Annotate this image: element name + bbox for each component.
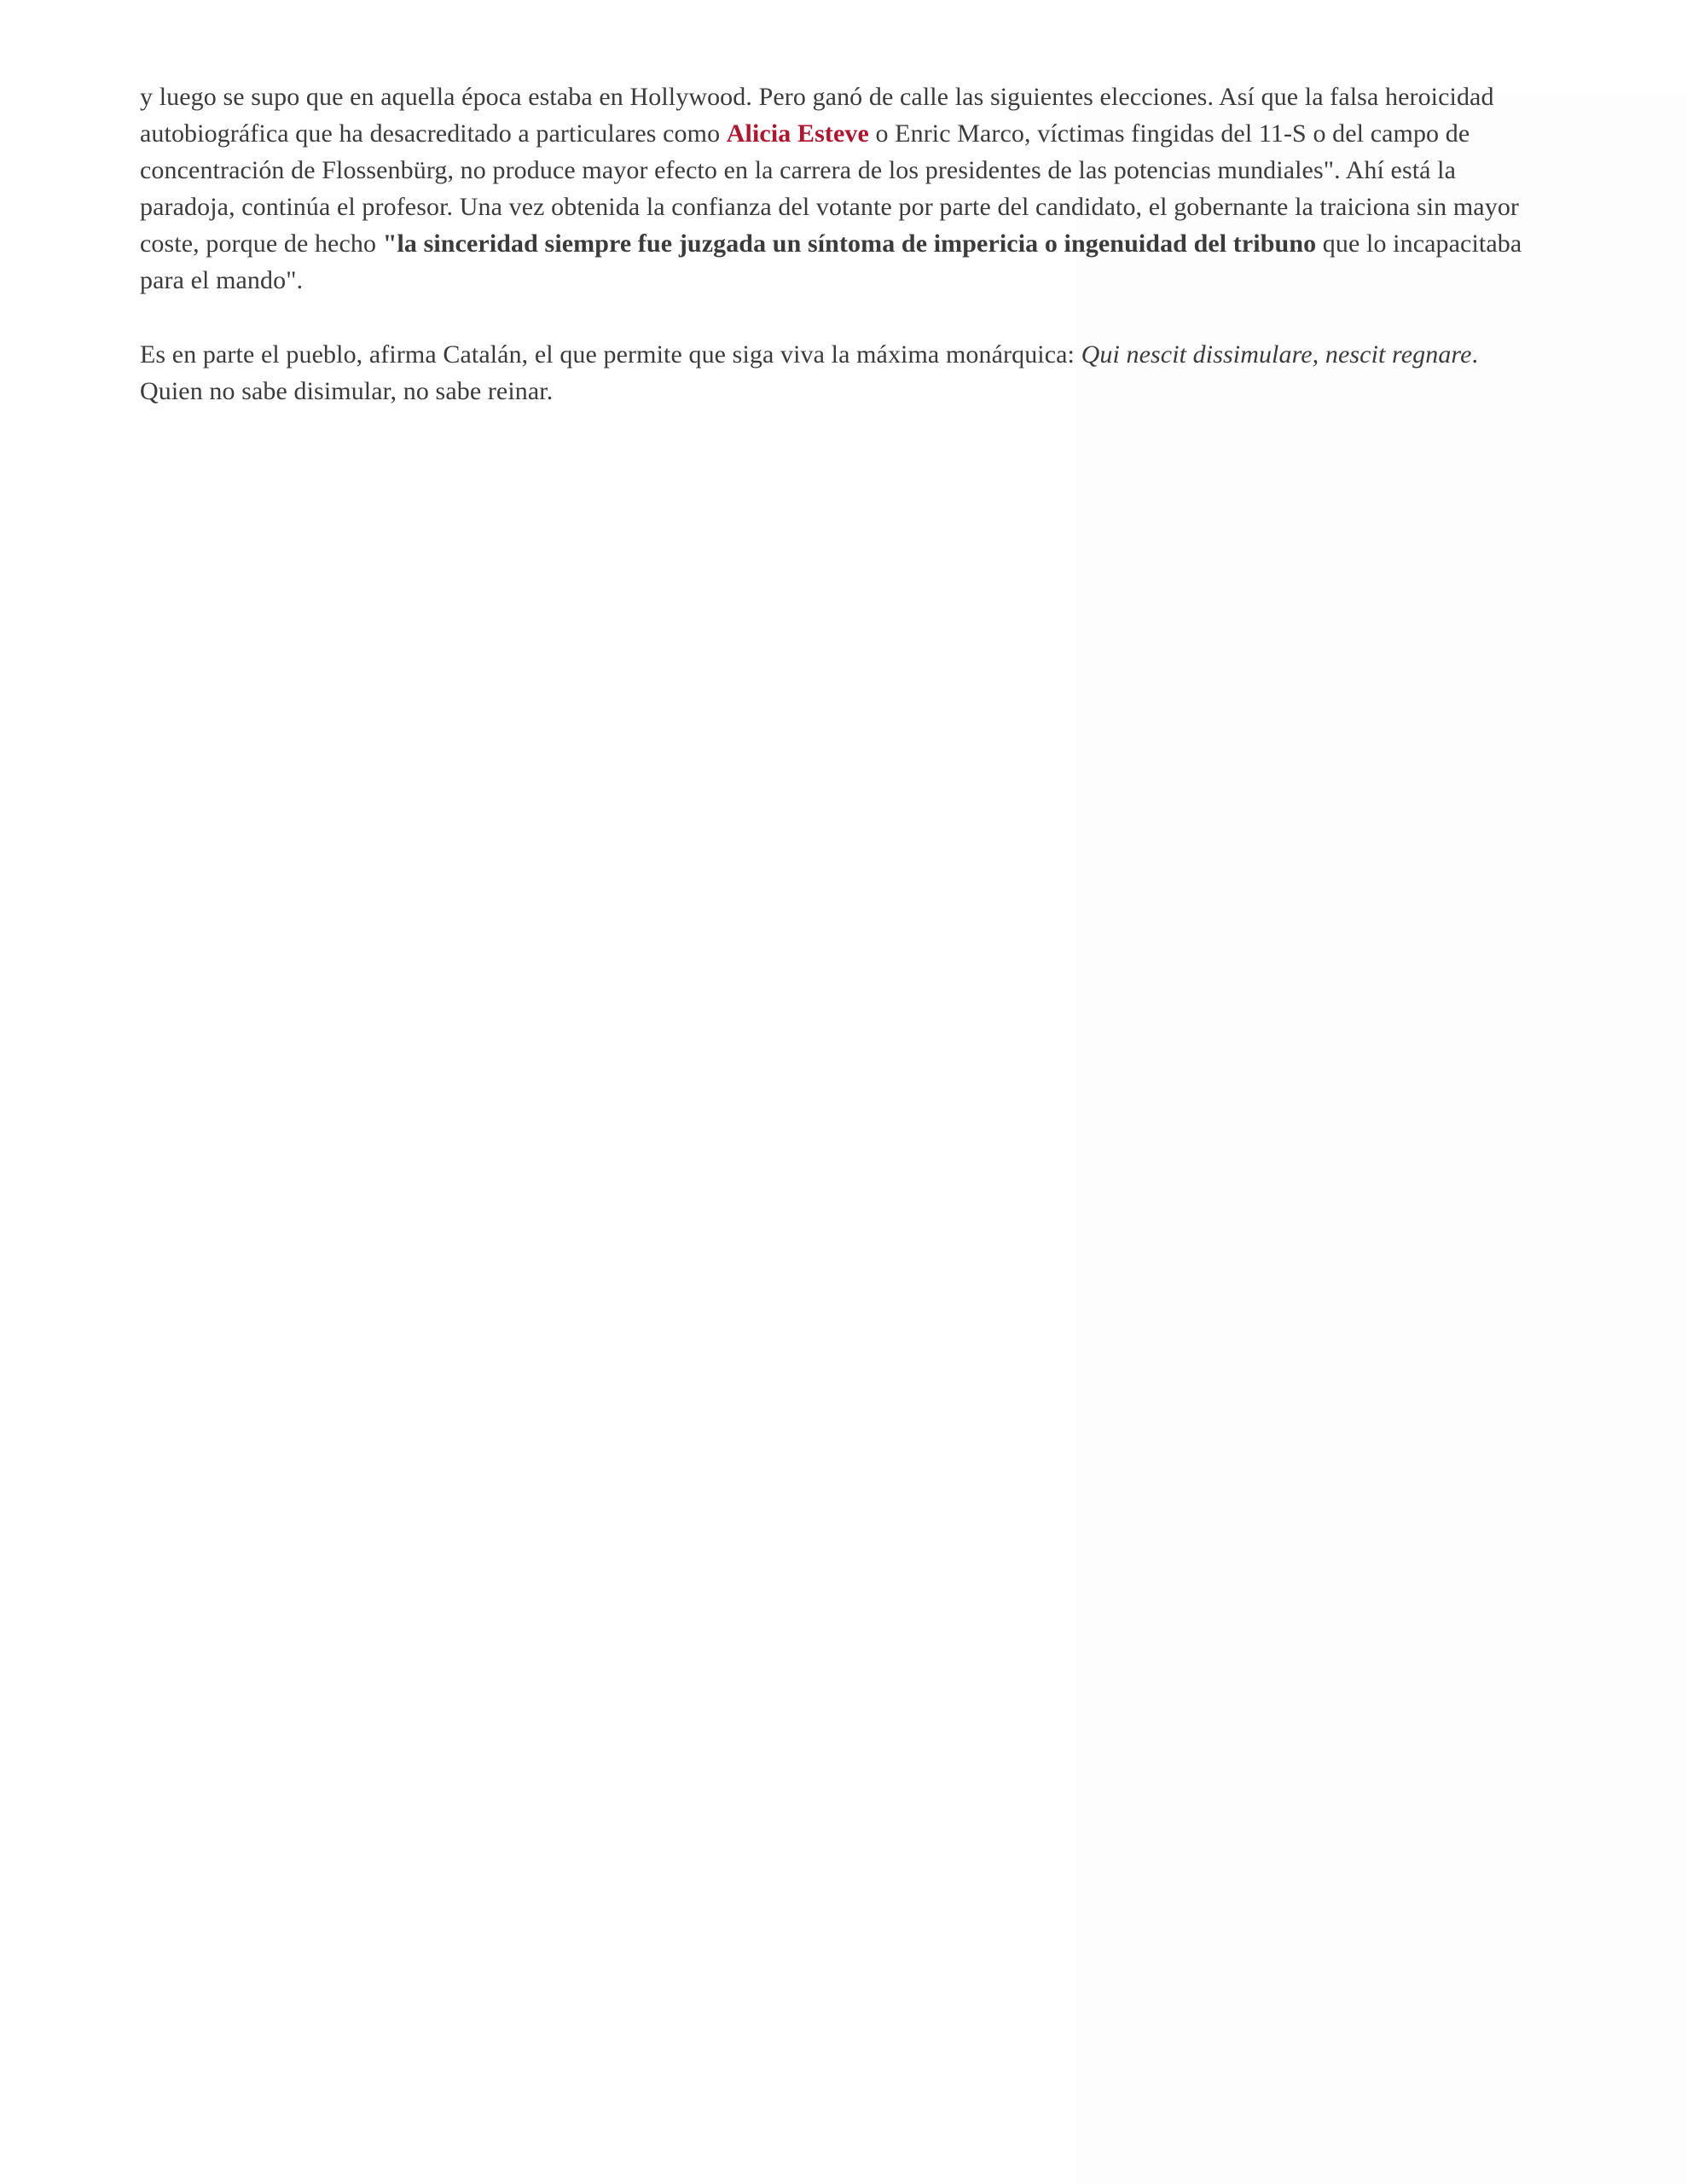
paragraph-text: . Quien no sabe disimular, no sabe reinar.: [140, 340, 1479, 405]
paragraph: [140, 336, 1540, 410]
article-text: [140, 78, 1540, 410]
paragraph-text: o Enric Marco, víctimas fingidas del 11-S o del campo de concentración de Flossenbürg, no produce mayor efecto en la carrera de los presidentes de las potencias mundiales". Ahí está la paradoja, continúa el profesor. Una vez obtenida la confianza del votante por parte del candidato, el gobernante la traiciona sin mayor coste, porque de hecho: [140, 119, 1520, 258]
bold-quote-text: "la sinceridad siempre fue juzgada un síntoma de impericia o ingenuidad del tribuno: [382, 229, 1317, 258]
latin-maxim-text: Qui nescit dissimulare, nescit regnare: [1081, 340, 1472, 369]
paragraph-text: que lo incapacitaba para el mando".: [140, 229, 1522, 294]
paragraph: [140, 78, 1540, 299]
paragraph-text: y luego se supo que en aquella época estaba en Hollywood. Pero ganó de calle las siguientes elecciones. Así que la falsa heroicidad autobiográfica que ha desacreditado a particulares como: [140, 83, 1494, 148]
alicia-esteve-link[interactable]: Alicia Esteve: [726, 119, 869, 148]
article-content: [140, 78, 1540, 447]
paragraph-text: Es en parte el pueblo, afirma Catalán, el que permite que siga viva la máxima monárquica:: [140, 340, 1081, 369]
